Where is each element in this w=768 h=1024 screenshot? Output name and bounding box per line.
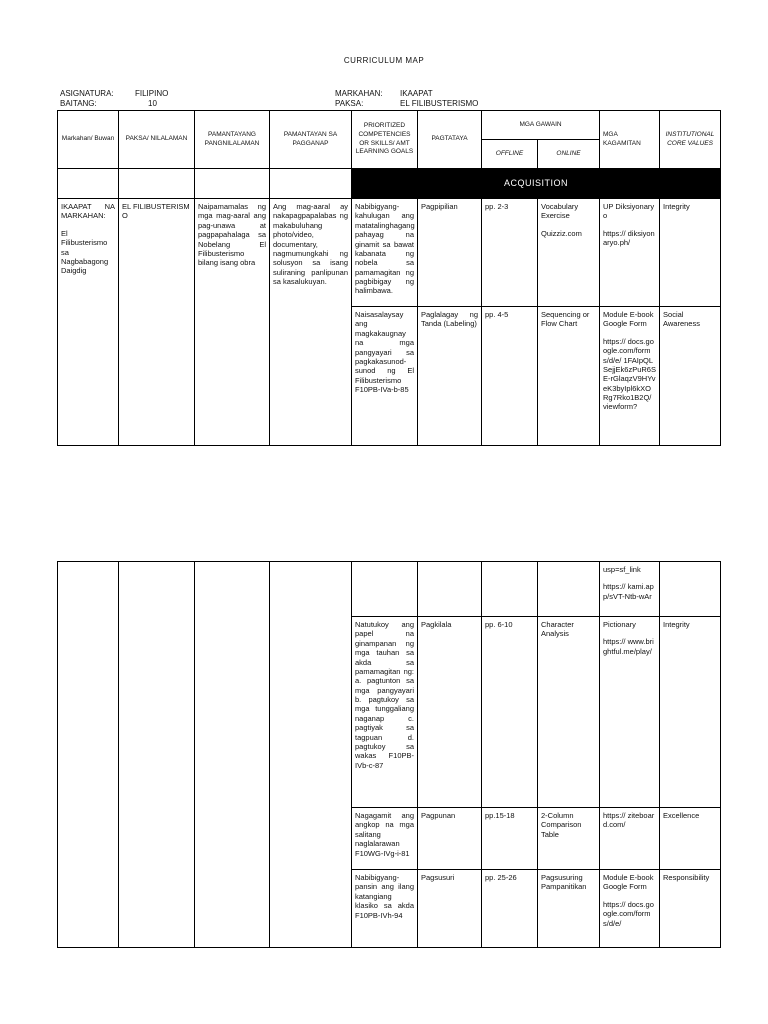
online-text: Vocabulary Exercise — [541, 202, 579, 221]
kagamitan-link: usp=sf_link — [603, 565, 641, 574]
paksa-cell: EL FILIBUSTERISMO — [119, 199, 195, 446]
paksa-value: EL FILIBUSTERISMO — [400, 99, 479, 108]
kagamitan-text: Pictionary — [603, 620, 636, 629]
kagamitan-text: Module E-book Google Form — [603, 310, 654, 329]
pagtataya-cell: Paglalagay ng Tanda (Labeling) — [418, 307, 482, 446]
markahan-text: IKAAPAT NA MARKAHAN: — [61, 202, 115, 221]
kagamitan-link: https:// kami.app/sVT-Ntb-wAr — [603, 582, 654, 601]
online-cell: Pagsusuring Pampanitikan — [538, 870, 600, 948]
offline-cell: pp. 4-5 — [482, 307, 538, 446]
online-cell: Character Analysis — [538, 617, 600, 808]
competency-cell: Nabibigyang-kahulugan ang matatalinghagang pahayag na ginamit sa bawat kabanata ng nobela sa pamamagitan ng pagbibigay ng halimbawa. — [352, 199, 418, 307]
competency-cell: Natutukoy ang papel na ginampanan ng mga tauhan sa akda sa pamamagitan ng: a. pagtunton sa mga pangyayari b. pagtukoy sa mga tunggaliang naganap c. pagtiyak sa tagpuan d. pagtukoy sa wakas F10PB-IVb-c-87 — [352, 617, 418, 808]
curriculum-table-1 — [57, 110, 721, 446]
header-pagganap: PAMANTAYAN SA PAGGANAP — [270, 111, 352, 169]
header-prioritized: PRIORITIZED COMPETENCIES OR SKILLS/ AMT LEARNING GOALS — [352, 111, 418, 169]
offline-cell: pp. 25-26 — [482, 870, 538, 948]
pagtataya-cell: Pagkilala — [418, 617, 482, 808]
paksa-label: PAKSA: — [335, 99, 364, 108]
kagamitan-cell — [600, 617, 660, 808]
page-title: CURRICULUM MAP — [343, 56, 425, 65]
markahan-cell — [58, 199, 119, 446]
online-cell: 2-Column Comparison Table — [538, 808, 600, 870]
kagamitan-cell — [600, 870, 660, 948]
baitang-value: 10 — [148, 99, 157, 108]
header-markahan: Markahan/ Buwan — [58, 111, 119, 169]
kagamitan-link: https:// docs.google.com/forms/d/e/ 1FAIpQLSejjEk6zPuR6SE-rGlaqzV9HYveK3byIpl6kXORg7Rko1B2Q/ viewform? — [603, 336, 656, 412]
kagamitan-cell — [600, 562, 660, 617]
online-cell — [538, 199, 600, 307]
markahan-value: IKAAPAT — [400, 89, 433, 98]
acquisition-banner: ACQUISITION — [352, 169, 721, 199]
offline-cell: pp. 6-10 — [482, 617, 538, 808]
core-value-cell: Excellence — [660, 808, 721, 870]
kagamitan-cell — [600, 307, 660, 446]
kagamitan-link: https:// diksiyonaryo.ph/ — [603, 228, 655, 248]
kagamitan-text: https:// ziteboard.com/ — [603, 811, 655, 830]
curriculum-table-2 — [57, 561, 721, 948]
online-cell: Sequencing or Flow Chart — [538, 307, 600, 446]
competency-cell: Nabibigyang-pansin ang ilang katangiang klasiko sa akda F10PB-IVh-94 — [352, 870, 418, 948]
online-link: Quizziz.com — [541, 228, 582, 238]
offline-cell: pp.15-18 — [482, 808, 538, 870]
asignatura-label: ASIGNATURA: — [60, 89, 114, 98]
kagamitan-link: https:// docs.google.com/forms/d/e/ — [603, 899, 654, 928]
kagamitan-link: https:// www.brightful.me/play/ — [603, 637, 654, 656]
header-pagtataya: PAGTATAYA — [418, 111, 482, 169]
core-value-cell: Integrity — [660, 617, 721, 808]
offline-cell: pp. 2-3 — [482, 199, 538, 307]
kagamitan-text: UP Diksiyonaryo — [603, 202, 655, 221]
pangnilalaman-cell: Naipamamalas ng mga mag-aaral ang pag-unawa at pagpapahalaga sa Nobelang El Filibusterismo bilang isang obra — [195, 199, 270, 446]
header-paksa: PAKSA/ NILALAMAN — [119, 111, 195, 169]
kagamitan-text: Module E-book Google Form — [603, 873, 654, 892]
header-pangnilalaman: PAMANTAYANG PANGNILALAMAN — [195, 111, 270, 169]
kagamitan-cell — [600, 199, 660, 307]
pagganap-cell: Ang mag-aaral ay nakapagpapalabas ng makabuluhang photo/video, documentary, nagmumungkahi ng solusyon sa isang suliraning panlipunan sa kasalukuyan. — [270, 199, 352, 446]
header-online: ONLINE — [538, 140, 600, 169]
asignatura-value: FILIPINO — [135, 89, 169, 98]
competency-cell: Nagagamit ang angkop na mga salitang naglalarawan F10WG-IVg-i-81 — [352, 808, 418, 870]
competency-cell: Naisasalaysay ang magkakaugnay na mga pangyayari sa pagkakasunod-sunod ng El Filibusterismo F10PB-IVa-b-85 — [352, 307, 418, 446]
pagtataya-cell: Pagpunan — [418, 808, 482, 870]
markahan-subtext: El Filibusterismo sa Nagbabagong Daigdig — [61, 228, 109, 276]
markahan-label: MARKAHAN: — [335, 89, 383, 98]
core-value-cell: Social Awareness — [660, 307, 721, 446]
header-mga-gawain: MGA GAWAIN — [482, 111, 600, 140]
header-core-values: INSTITUTIONAL CORE VALUES — [660, 111, 721, 169]
pagtataya-cell: Pagsusuri — [418, 870, 482, 948]
kagamitan-cell — [600, 808, 660, 870]
pagtataya-cell: Pagpipilian — [418, 199, 482, 307]
baitang-label: BAITANG: — [60, 99, 97, 108]
header-offline: OFFLINE — [482, 140, 538, 169]
core-value-cell: Responsibility — [660, 870, 721, 948]
header-kagamitan: MGA KAGAMITAN — [600, 111, 660, 169]
core-value-cell: Integrity — [660, 199, 721, 307]
